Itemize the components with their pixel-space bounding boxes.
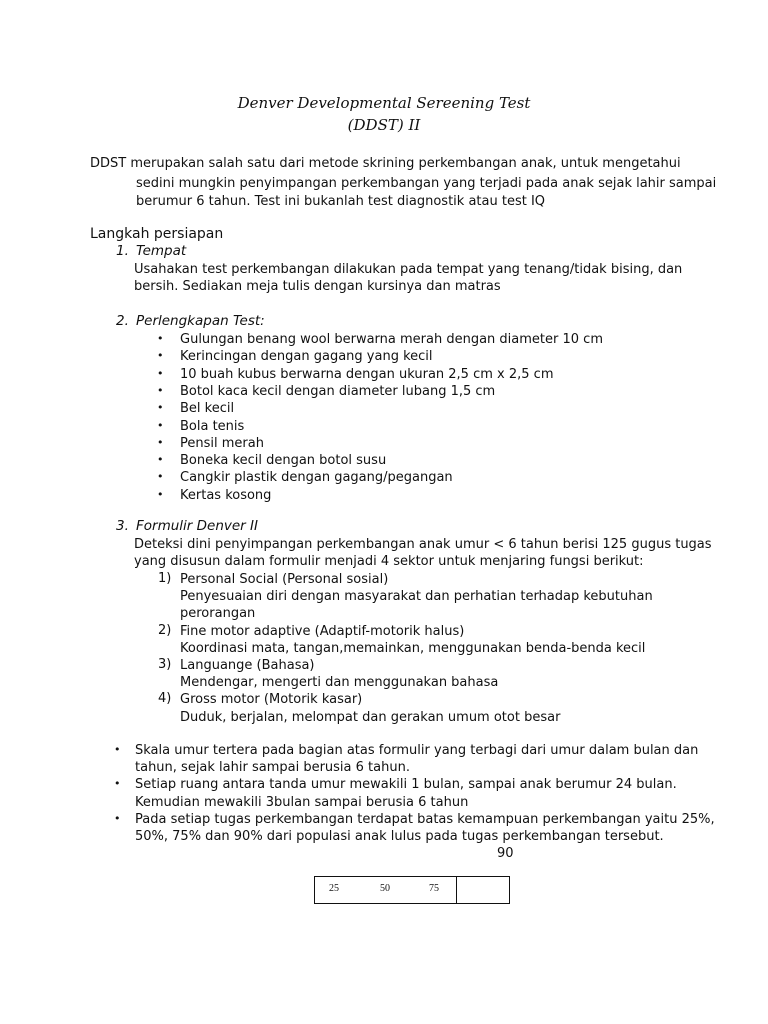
section-2-title: Perlengkapan Test: — [136, 313, 265, 329]
note-line: 50%, 75% dan 90% dari populasi anak lulus pada tugas perkembangan tersebut. — [135, 829, 664, 844]
sector-description: perorangan — [180, 606, 256, 622]
percent-25-label: 25 — [329, 883, 339, 894]
percent-50-label: 50 — [380, 883, 390, 894]
section-3-title: Formulir Denver II — [136, 518, 258, 534]
note-line: Pada setiap tugas perkembangan terdapat batas kemampuan perkembangan yaitu 25%, — [135, 811, 715, 827]
equipment-item: 10 buah kubus berwarna dengan ukuran 2,5 cm x 2,5 cm — [180, 366, 554, 382]
heading-langkah-persiapan: Langkah persiapan — [90, 226, 224, 242]
bullet-icon: • — [157, 453, 164, 467]
percentile-box — [314, 876, 457, 904]
equipment-item: Kerincingan dengan gagang yang kecil — [180, 349, 433, 365]
equipment-item: Boneka kecil dengan botol susu — [180, 453, 387, 469]
section-3-number: 3. — [116, 518, 129, 534]
bullet-icon: • — [157, 418, 164, 432]
sector-number: 1) — [158, 571, 172, 586]
equipment-item: Gulungan benang wool berwarna merah dengan diameter 10 cm — [180, 332, 603, 347]
note-line: Setiap ruang antara tanda umur mewakili 1 bulan, sampai anak berumur 24 bulan. — [135, 777, 677, 793]
equipment-item: Bola tenis — [180, 418, 245, 434]
sector-name: Languange (Bahasa) — [180, 658, 315, 673]
bullet-icon: • — [157, 332, 164, 345]
note-line: Kemudian mewakili 3bulan sampai berusia 6 tahun — [135, 794, 469, 810]
sector-name: Personal Social (Personal sosial) — [180, 572, 389, 587]
equipment-item: Pensil merah — [180, 435, 264, 451]
sector-description: Penyesuaian diri dengan masyarakat dan perhatian terhadap kebutuhan — [180, 589, 653, 605]
bullet-icon: • — [157, 366, 164, 380]
sector-name: Fine motor adaptive (Adaptif-motorik halus) — [180, 623, 465, 639]
sector-name: Gross motor (Motorik kasar) — [180, 692, 363, 708]
section-3-line-1: Deteksi dini penyimpangan perkembangan anak umur < 6 tahun berisi 125 gugus tugas — [134, 537, 712, 552]
bullet-icon: • — [157, 349, 164, 363]
sector-number: 3) — [158, 657, 172, 672]
bullet-icon: • — [157, 383, 164, 397]
percent-75-label: 75 — [429, 883, 439, 894]
sector-number: 4) — [158, 691, 172, 707]
sector-number: 2) — [158, 622, 172, 638]
sector-description: Mendengar, mengerti dan menggunakan bahasa — [180, 675, 499, 691]
intro-line-1: DDST merupakan salah satu dari metode skrining perkembangan anak, untuk mengetahui — [90, 156, 681, 171]
document-title-line1: Denver Developmental Sereening Test — [237, 94, 531, 112]
document-title-line2: (DDST) II — [347, 116, 421, 134]
equipment-item: Kertas kosong — [180, 487, 272, 503]
intro-line-2: sedini mungkin penyimpangan perkembangan yang terjadi pada anak sejak lahir sampai — [136, 176, 717, 191]
intro-line-3: berumur 6 tahun. Test ini bukanlah test diagnostik atau test IQ — [136, 194, 546, 209]
section-1-line-2: bersih. Sediakan meja tulis dengan kursinya dan matras — [134, 279, 501, 294]
bullet-icon: • — [157, 470, 164, 484]
percentile-90-box — [456, 876, 510, 904]
percent-90-label: 90 — [497, 846, 514, 861]
sector-description: Duduk, berjalan, melompat dan gerakan umum otot besar — [180, 709, 561, 725]
note-line: Skala umur tertera pada bagian atas formulir yang terbagi dari umur dalam bulan dan — [135, 743, 699, 758]
bullet-icon: • — [114, 743, 121, 756]
section-2-number-visible: 2. — [116, 313, 129, 329]
section-1-line-1: Usahakan test perkembangan dilakukan pada tempat yang tenang/tidak bising, dan — [134, 262, 683, 277]
section-3-line-2: yang disusun dalam formulir menjadi 4 sektor untuk menjaring fungsi berikut: — [134, 554, 644, 569]
note-line: tahun, sejak lahir sampai berusia 6 tahun. — [135, 760, 410, 776]
section-1-title: Tempat — [136, 243, 187, 259]
section-1-number: 1. — [116, 243, 129, 259]
bullet-icon: • — [157, 435, 164, 449]
bullet-icon: • — [114, 777, 121, 791]
bullet-icon: • — [114, 811, 121, 825]
equipment-item: Cangkir plastik dengan gagang/pegangan — [180, 470, 453, 486]
equipment-item: Botol kaca kecil dengan diameter lubang 1,5 cm — [180, 383, 496, 399]
bullet-icon: • — [157, 401, 164, 415]
equipment-item: Bel kecil — [180, 401, 235, 417]
bullet-icon: • — [157, 487, 164, 501]
sector-description: Koordinasi mata, tangan,memainkan, menggunakan benda-benda kecil — [180, 640, 646, 656]
